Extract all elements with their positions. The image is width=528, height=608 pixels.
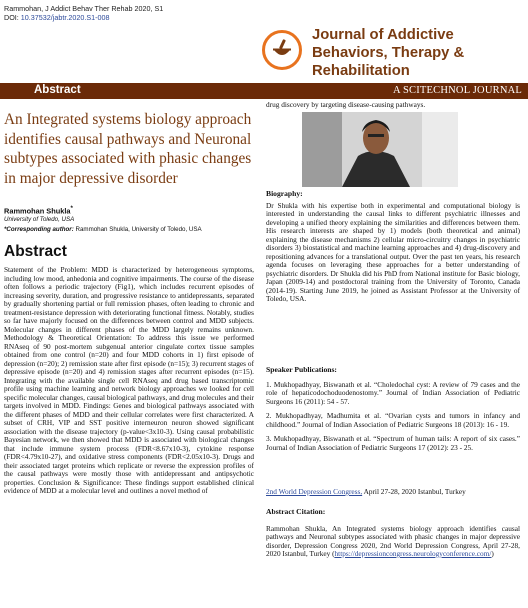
journal-title-line-2: Behaviors, Therapy & [312,45,465,61]
author-affiliation: University of Toledo, USA [4,216,75,223]
section-label: Abstract [34,84,81,96]
corresponding-author-label: *Corresponding author: [4,226,74,233]
doi-link[interactable]: 10.37532/jabtr.2020.S1-008 [20,13,110,22]
corresponding-author [4,226,202,233]
journal-title-line-1: Journal of Addictive [312,27,454,43]
citation-line: Rammohan, J Addict Behav Ther Rehab 2020, S1 [4,4,164,13]
congress-link[interactable]: 2nd World Depression Congress, [266,487,363,496]
doi-line [4,13,163,22]
publication-item: 3. Mukhopadhyay, Biswanath et al. “Spectrum of human tails: A report of six cases.” Journal of Indian Association of Pediatric Surgeons 17 (2012): 23 - 25. [266,434,520,452]
citation-header [4,4,163,22]
author-photo [302,112,458,187]
author-name-text: Rammohan Shukla [4,206,71,216]
congress-text: April 27-28, 2020 Istanbul, Turkey [362,487,466,496]
abstract-heading: Abstract [4,243,67,260]
biography-text: Dr Shukla with his expertise both in experimental and computational biology is interested in understanding the causal links to different psychiatric illnesses and developing a unified theory explaining the similarities and differences between them. His research interests are shaped by 1) models (both theoretical and animal) explaining the disease mechanisms 2) cellular micro-circuitry changes in psychiatric disorders 3) biostatistical and machine learning approaches and 4) drug-discovery and repositioning advances for a translational output. Over the past ten years, his research agenda focuses on leveraging these approaches for a better understanding of psychiatric disorders. Dr Shukla did his PhD from National institute for Basic biology, Japan (2009-14) and postdoctoral training from the University of Toronto, Canada (2014-19). Starting June 2019, he joined as Assistant Professor at the University of Toledo, USA. [266,200,520,303]
section-bar [0,83,528,99]
publisher-label: A SCITECHNOL JOURNAL [392,85,522,96]
abstract-body: Statement of the Problem: MDD is characterized by heterogeneous symptoms, including low mood, anhedonia and cognitive impairments. The course of the disease often follows a periodic trajectory (Fig1), which includes recurrent episodes of increasing severity, duration, and progressive resistance to antidepressants, separated by gradually shortening partial or full remission phases, often leading to chronic and treatment-resistance depression with deteriorating functional fitness. Notably, studies so far have majorly focused on the differences between control and MDD subjects. Molecular changes in different phases of the MDD largely remains unknown. Methodology & Theoretical Orientation: To address this issue we performed RNAseq of 90 post-mortem subgenual anterior cingulate cortex tissue samples obtained from one control (n=20) and four MDD cohorts in 1) first episode of depression (n=20); 2) remission state after first episode (n=15); 3) recurrent stages of depressive episode (n=20) and 4) remission stages after recurrent episodes (n=15). Integrating with the available single cell RNAseq and drug based transcriptomic profile using machine learning and network biology approaches we looked for cell specific molecular changes, causal biological pathways, and drug molecules and their targets involved in MDD. Findings: Genes and biological pathways associated with the different phases of MDD and their cellular correlates were first characterized. A subset of CRH, VIP and SST positive interneuron neuron showed significant association with the disease trajectory (p-value<3x10-3). Using causal probabilistic Bayesian network, we then showed that MDD is associated with biological changes that include immune system process (FDR<8.67x10-3), cytokine response (FDR<4.79x10-27), and oxidative stress components (FDR<2.05x10-3). Drugs and their associated target proteins which replicate or reverse the expression profiles of the causal pathways were mostly those with antidepressant and antipsychotic properties. Conclusion & Significance: These findings support established clinical evidence of MDD at a molecular level and outlines a novel method of [4,265,254,495]
journal-title [312,26,522,80]
mortar-pestle-icon [262,30,302,70]
citation-tail: ) [491,549,494,558]
journal-title-line-3: Rehabilitation [312,63,410,79]
author-name [4,205,73,215]
publications-section [266,366,520,458]
citation-section [266,508,520,559]
congress-line [266,488,520,497]
biography-heading: Biography: [266,189,303,198]
citation-text: Rammohan Shukla, An Integrated systems biology approach identifies causal pathways and Neuronal subtypes associated with phasic changes in major depressive disorder, Depression Congress 2020, 2nd World Depression Congress, April 27-28, 2020 Istanbul, Turkey ( [266,523,520,558]
corresponding-author-text: Rammohan Shukla, University of Toledo, USA [75,226,202,233]
citation-heading: Abstract Citation: [266,507,326,516]
publication-item: 2. Mukhopadhyay, Madhumita et al. “Ovarian cysts and tumors in infancy and childhood.” Journal of Indian Association of Pediatric Surgeons 18 (2013): 16 - 19. [266,411,520,429]
publication-item: 1. Mukhopadhyay, Biswanath et al. “Choledochal cyst: A review of 79 cases and the role of hepaticodochoduodenostomy.” Journal of Indian Association of Pediatric Surgeons 16 (2011): 54 - 57. [266,379,520,406]
author-superscript: * [70,205,73,212]
citation-link[interactable]: https://depressioncongress.neurologyconference.com/ [334,549,492,558]
doi-label: DOI: [4,13,19,22]
biography-section [266,190,520,304]
abstract-continuation: drug discovery by targeting disease-causing pathways. [266,100,426,109]
citation-text-block [266,525,520,559]
article-title: An Integrated systems biology approach identifies causal pathways and Neuronal subtypes associated with phasic changes in major depressive disorder [4,111,252,187]
publications-heading: Speaker Publications: [266,365,337,374]
